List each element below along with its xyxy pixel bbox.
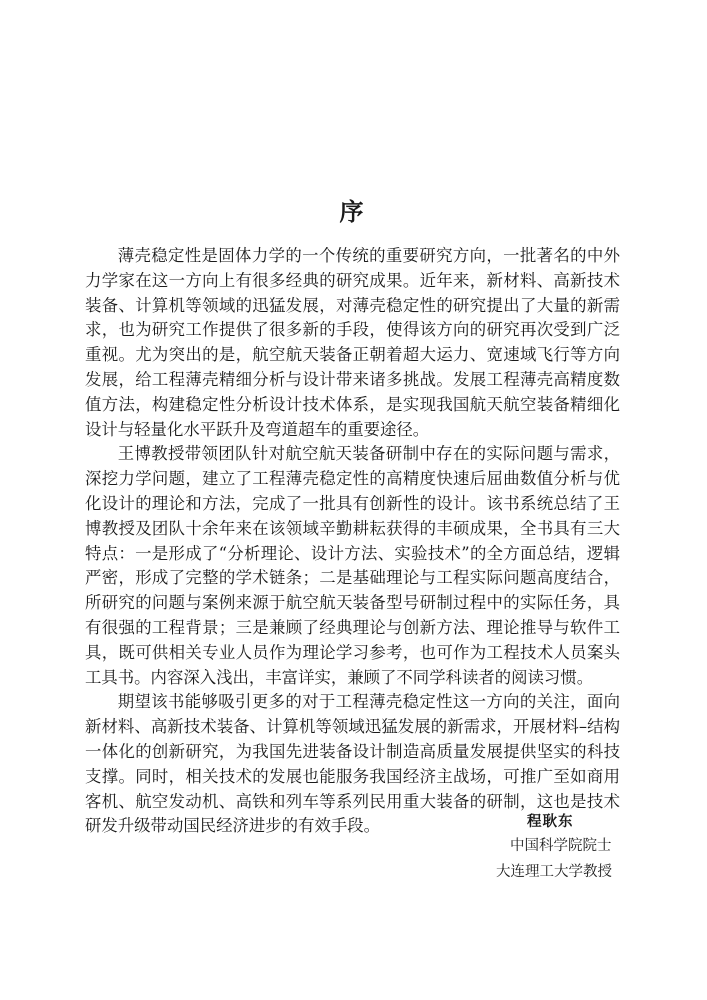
author-title: 中国科学院院士 xyxy=(510,838,612,854)
paragraph-1: 薄壳稳定性是固体力学的一个传统的重要研究方向，一批著名的中外力学家在这一方向上有很多经典的研究成果。近年来，新材料、高新技术装备、计算机等领域的迅猛发展，对薄壳稳定性的研究提出了大量的新需求，也为研究工作提供了很多新的手段，使得该方向的研究再次受到广泛重视。尤为突出的是，航空航天装备正朝着超大运力、宽速域飞行等方向发展，给工程薄壳精细分析与设计带来诸多挑战。发展工程薄壳高精度数值方法，构建稳定性分析设计技术体系，是实现我国航天航空装备精细化设计与轻量化水平跃升及弯道超车的重要途径。 xyxy=(85,246,620,439)
page-title: 序 xyxy=(339,198,368,226)
paragraph-2: 王博教授带领团队针对航空航天装备研制中存在的实际问题与需求，深挖力学问题，建立了工程薄壳稳定性的高精度快速后屈曲数值分析与优化设计的理论和方法，完成了一批具有创新性的设计。该书系统总结了王博教授及团队十余年来在该领域辛勤耕耘获得的丰硕成果，全书具有三大特点：一是形成了“分析理论、设计方法、实验技术”的全方面总结，逻辑严密，形成了完整的学术链条；二是基础理论与工程实际问题高度结合，所研究的问题与案例来源于航空航天装备型号研制过程中的实际任务，具有很强的工程背景；三是兼顾了经典理论与创新方法、理论推导与软件工具，既可供相关专业人员作为理论学习参考，也可作为工程技术人员案头工具书。内容深入浅出，丰富详实，兼顾了不同学科读者的阅读习惯。 xyxy=(85,444,620,687)
preface-body xyxy=(85,244,620,839)
author-name: 程耿东 xyxy=(527,813,574,830)
author-affiliation: 大连理工大学教授 xyxy=(496,864,612,880)
paragraph-3: 期望该书能够吸引更多的对于工程薄壳稳定性这一方向的关注，面向新材料、高新技术装备、计算机等领域迅猛发展的新需求，开展材料–结构一体化的创新研究，为我国先进装备设计制造高质量发展提供坚实的科技支撑。同时，相关技术的发展也能服务我国经济主战场，可推广至如商用客机、航空发动机、高铁和列车等系列民用重大装备的研制，这也是技术研发升级带动国民经济进步的有效手段。 xyxy=(85,692,620,836)
